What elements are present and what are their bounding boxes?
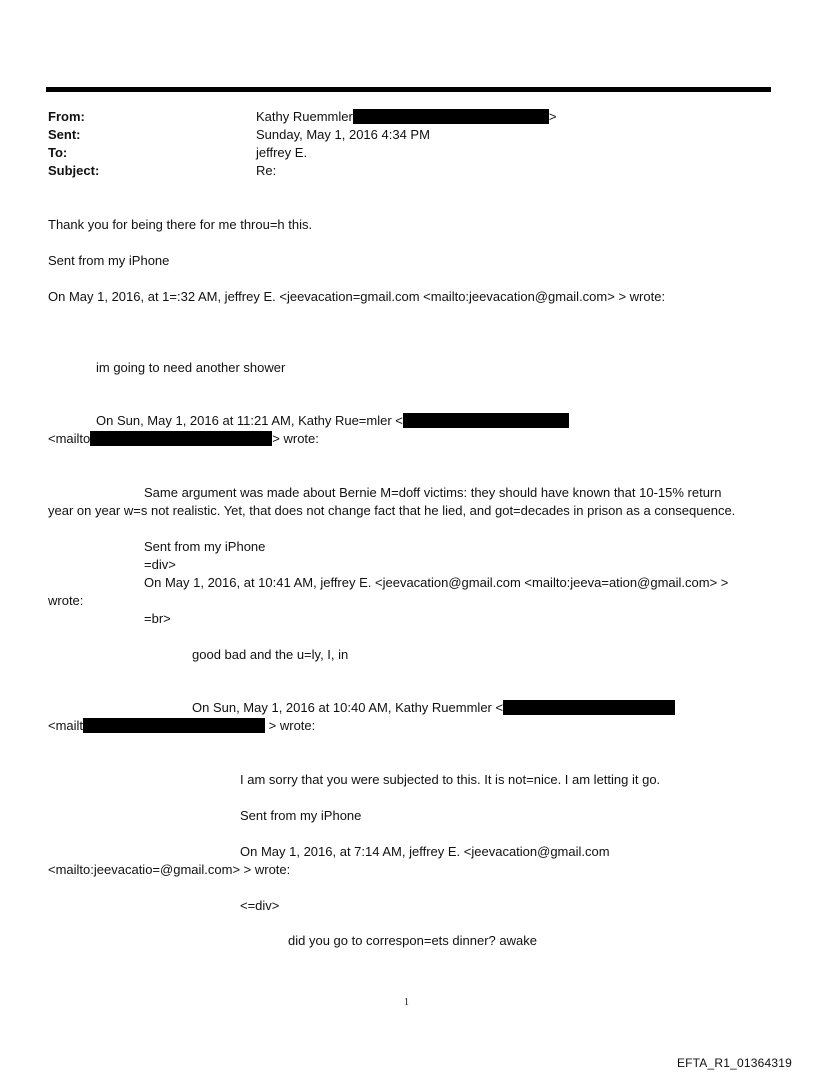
- redaction-bar: [403, 413, 569, 428]
- redaction-bar: [83, 718, 265, 733]
- body-line: I am sorry that you were subjected to this. It is not=nice. I am letting it go.: [240, 772, 661, 787]
- redaction-bar: [353, 109, 549, 124]
- body-line: good bad and the u=ly, I, in: [192, 647, 349, 662]
- body-line: [48, 431, 319, 446]
- bates-number: EFTA_R1_01364319: [676, 1056, 792, 1070]
- redaction-bar: [503, 700, 675, 715]
- wrote-suffix: > wrote:: [265, 718, 316, 733]
- body-line: Sent from my iPhone: [240, 808, 362, 823]
- body-line: year on year w=s not realistic. Yet, that does not change fact that he lied, and got=decades in prison as a consequence.: [48, 503, 736, 518]
- body-line: did you go to correspon=ets dinner? awake: [288, 933, 537, 948]
- from-value: [256, 109, 556, 124]
- body-line: im going to need another shower: [96, 360, 286, 375]
- body-line: On May 1, 2016, at 1=:32 AM, jeffrey E. <jeevacation=gmail.com <mailto:jeevacation@gmail.com> > wrote:: [48, 289, 666, 304]
- wrote-suffix: > wrote:: [272, 431, 319, 446]
- body-line: Sent from my iPhone: [48, 253, 170, 268]
- quote-header-text: On Sun, May 1, 2016 at 10:40 AM, Kathy Ruemmler <: [192, 700, 504, 715]
- body-line: [48, 718, 315, 733]
- to-value: jeffrey E.: [256, 145, 308, 160]
- header-rule: [46, 87, 771, 92]
- mailto-prefix: <mailt: [48, 718, 84, 733]
- mailto-prefix: <mailto: [48, 431, 91, 446]
- subject-label: Subject:: [48, 163, 100, 178]
- body-line: =div>: [144, 557, 176, 572]
- body-line: On May 1, 2016, at 7:14 AM, jeffrey E. <jeevacation@gmail.com: [240, 844, 610, 859]
- body-line: Thank you for being there for me throu=h this.: [48, 217, 313, 232]
- redaction-bar: [90, 431, 272, 446]
- body-line: Same argument was made about Bernie M=doff victims: they should have known that 10-15% return: [144, 485, 722, 500]
- subject-value: Re:: [256, 163, 277, 178]
- from-name: Kathy Ruemmler: [256, 109, 353, 124]
- body-line: Sent from my iPhone: [144, 539, 266, 554]
- body-line: <=div>: [240, 898, 280, 913]
- page-number: 1: [404, 997, 409, 1008]
- body-line: =br>: [144, 611, 171, 626]
- body-line: [192, 700, 675, 715]
- to-label: To:: [48, 145, 68, 160]
- from-label: From:: [48, 109, 85, 124]
- from-tail: >: [548, 109, 557, 124]
- quote-header-text: On Sun, May 1, 2016 at 11:21 AM, Kathy Rue=mler <: [96, 413, 403, 428]
- body-line: [96, 413, 569, 428]
- body-line: <mailto:jeevacatio=@gmail.com> > wrote:: [48, 862, 291, 877]
- body-line: wrote:: [48, 593, 84, 608]
- sent-value: Sunday, May 1, 2016 4:34 PM: [256, 127, 430, 142]
- sent-label: Sent:: [48, 127, 81, 142]
- body-line: On May 1, 2016, at 10:41 AM, jeffrey E. <jeevacation@gmail.com <mailto:jeeva=ation@gmail.com> >: [144, 575, 729, 590]
